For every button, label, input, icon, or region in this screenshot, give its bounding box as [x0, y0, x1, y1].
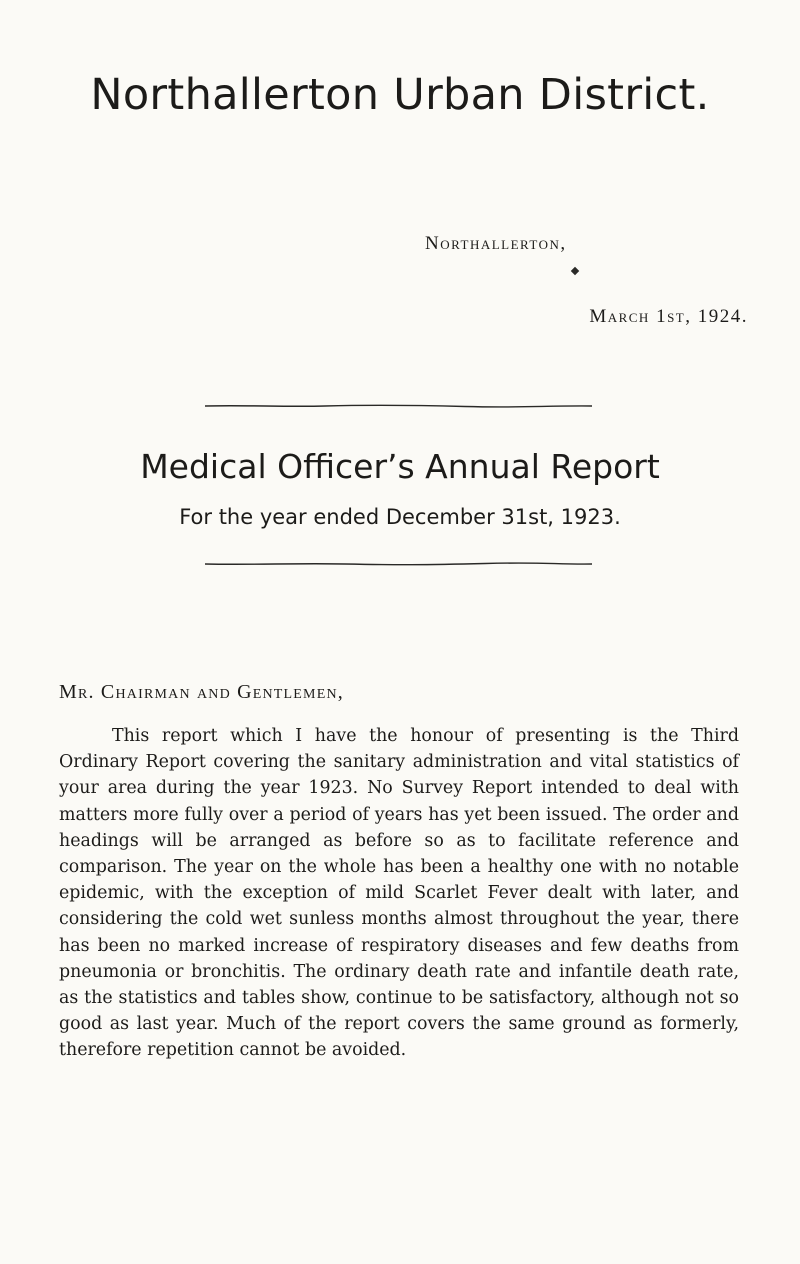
- decorative-rule-bottom: [205, 561, 592, 567]
- report-subtitle: For the year ended December 31st, 1923.: [179, 505, 621, 529]
- dateline-place: Northallerton,: [425, 233, 567, 254]
- salutation: Mr. Chairman and Gentlemen,: [59, 681, 344, 703]
- ornament-dot: [571, 267, 579, 275]
- report-title: Medical Officer’s Annual Report: [140, 447, 660, 486]
- document-title: Northallerton Urban District.: [90, 70, 710, 120]
- decorative-rule-top: [205, 403, 592, 409]
- body-paragraph: This report which I have the honour of presenting is the Third Ordinary Report covering the sanitary administration and vital statistics of your area during the year 1923. No Survey Report intended to deal with matters more fully over a period of years has yet been issued. The order and headings will be arranged as before so as to facilitate reference and comparison. The year on the whole has been a healthy one with no notable epidemic, with the exception of mild Scarlet Fever dealt with later, and considering the cold wet sunless months almost throughout the year, there has been no marked increase of respiratory diseases and few deaths from pneumonia or bronchitis. The ordinary death rate and infantile death rate, as the statistics and tables show, continue to be satisfactory, although not so good as last year. Much of the report covers the same ground as formerly, therefore repetition cannot be avoided.: [59, 726, 739, 1061]
- dateline-date: March 1st, 1924.: [589, 306, 748, 327]
